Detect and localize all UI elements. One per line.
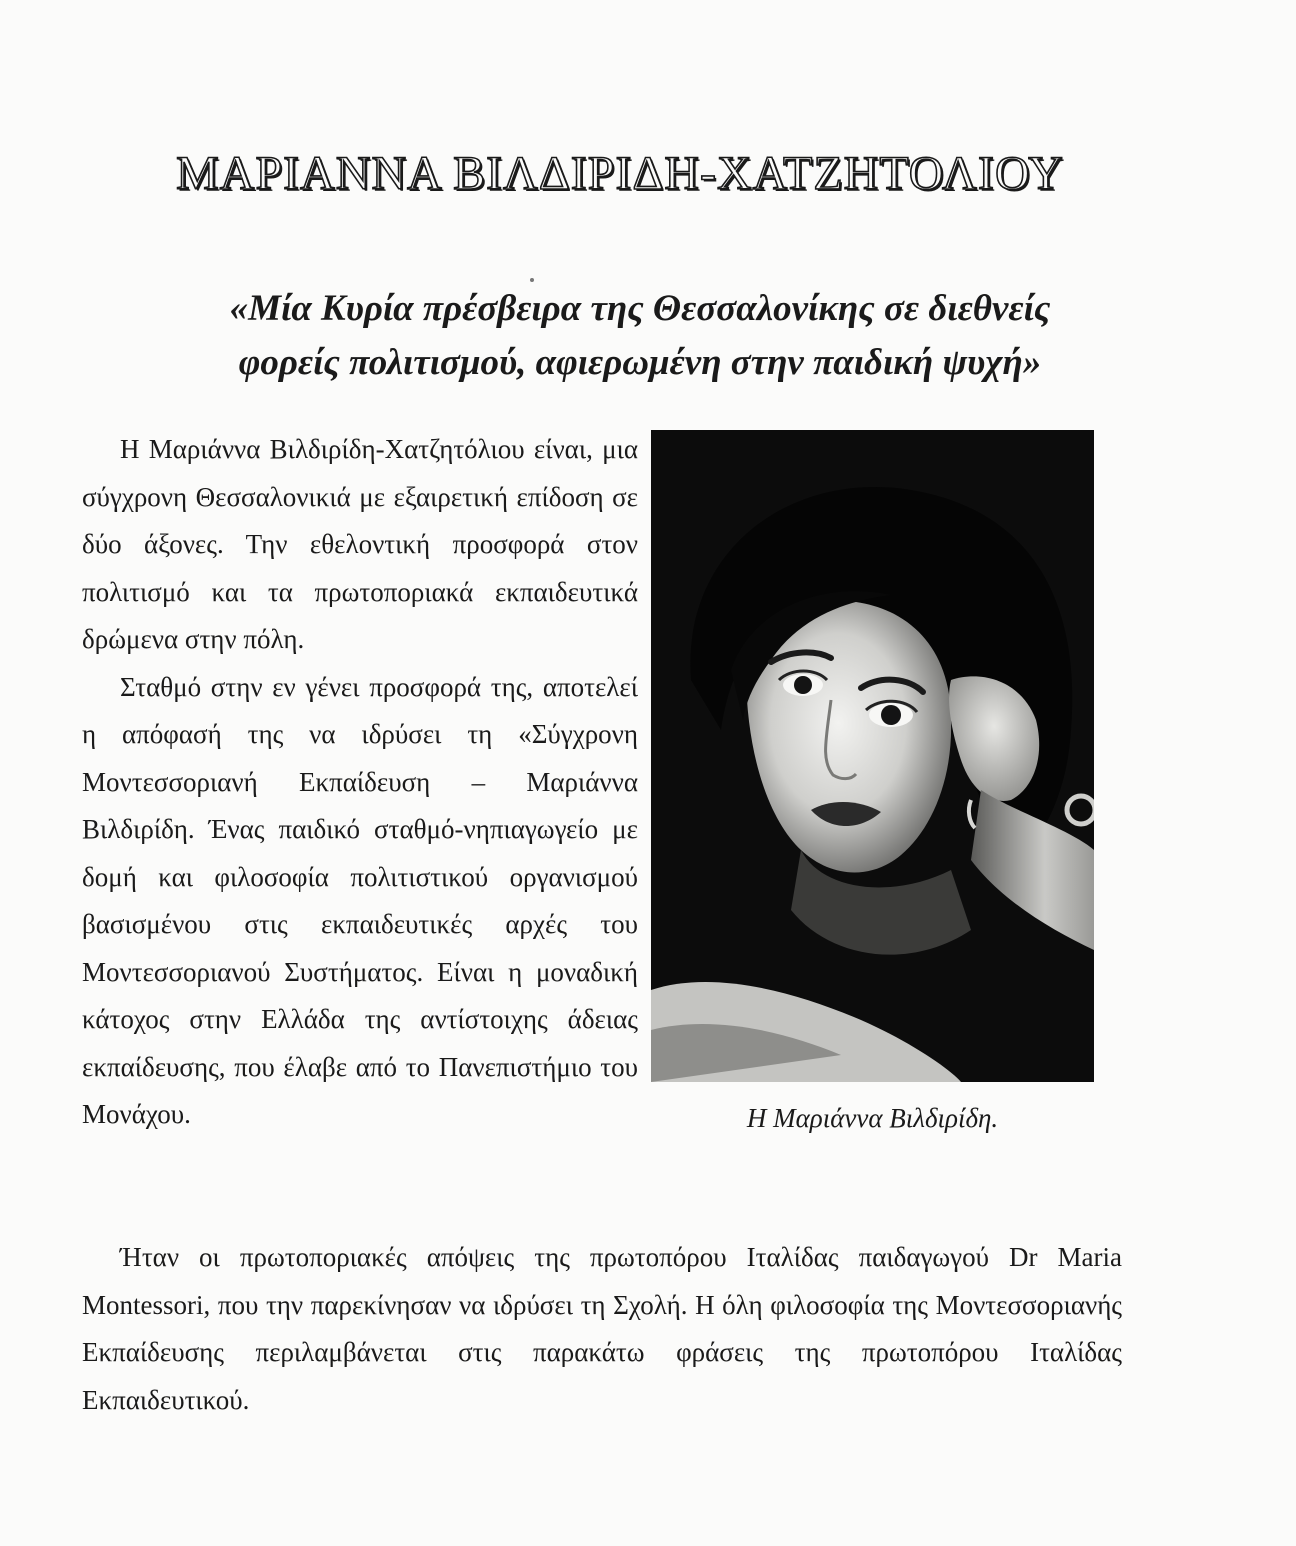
page-title: ΜΑΡΙΑΝΝΑ ΒΙΛΔΙΡΙΔΗ-ΧΑΤΖΗΤΟΛΙΟΥ bbox=[176, 147, 1064, 200]
paragraph-school: Σταθμό στην εν γένει προσφορά της, αποτελεί η απόφασή της να ιδρύσει τη «Σύγχρονη Μοντεσσοριανή Εκπαίδευση – Μαριάννα Βιλδιρίδη. Ένας παιδικό σταθμό-νηπιαγωγείο με δομή και φιλοσοφία πολιτιστικού οργανισμού βασισμένου στις εκπαιδευτικές αρχές του Μοντεσσοριανού Συστήματος. Είναι η μοναδική κάτοχος στην Ελλάδα της αντίστοιχης άδειας εκπαίδευσης, που έλαβε από το Πανεπιστήμιο του Μονάχου. bbox=[82, 671, 638, 1129]
paragraph-montessori: Ήταν οι πρωτοποριακές απόψεις της πρωτοπόρου Ιταλίδας παιδαγωγού Dr Maria Montessori, που την παρεκίνησαν να ιδρύσει τη Σχολή. Η όλη φιλοσοφία της Μοντεσσοριανής Εκπαίδευσης περιλαμβάνεται στις παρακάτω φράσεις της πρωτοπόρου Ιταλίδας Εκπαιδευτικού. bbox=[82, 1242, 1122, 1415]
portrait-photo bbox=[651, 430, 1094, 1082]
full-width-text bbox=[82, 1234, 1122, 1424]
left-column-text bbox=[82, 426, 638, 1139]
portrait-illustration bbox=[651, 430, 1094, 1082]
photo-caption: Η Μαριάννα Βιλδιρίδη. bbox=[746, 1103, 999, 1133]
subtitle-line-2: φορείς πολιτισμού, αφιερωμένη στην παιδική ψυχή» bbox=[238, 342, 1042, 383]
paragraph-intro: Η Μαριάννα Βιλδιρίδη-Χατζητόλιου είναι, μια σύγχρονη Θεσσαλονικιά με εξαιρετική επίδοση σε δύο άξονες. Την εθελοντική προσφορά στον πολιτισμό και τα πρωτοποριακά εκπαιδευτικά δρώμενα στην πόλη. bbox=[82, 434, 638, 654]
subtitle-quote bbox=[100, 282, 1180, 390]
subtitle-line-1: «Μία Κυρία πρέσβειρα της Θεσσαλονίκης σε διεθνείς bbox=[229, 288, 1051, 329]
